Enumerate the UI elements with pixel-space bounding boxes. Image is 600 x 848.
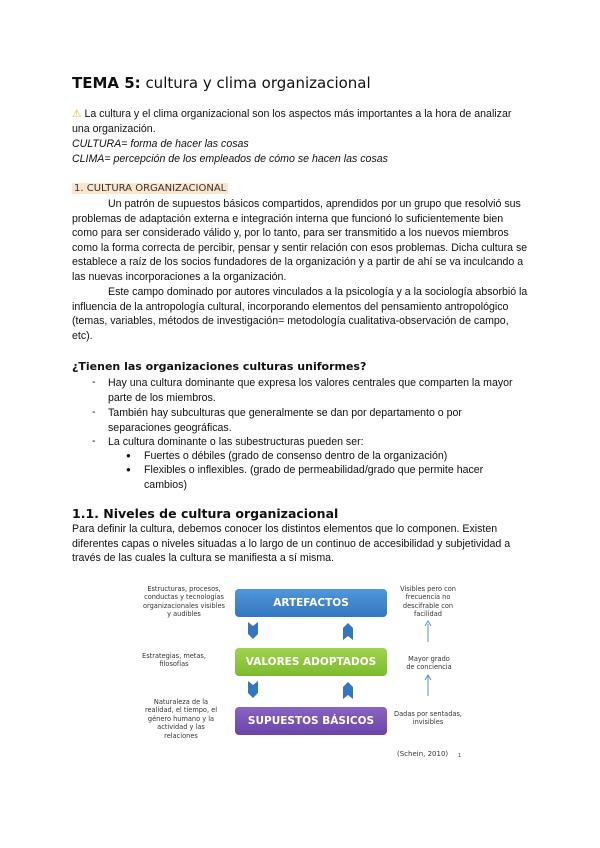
- section-paragraph: Para definir la cultura, debemos conocer los distintos elementos que lo componen. Existen diferentes capas o niveles situadas a lo largo de un continuo de accesibilidad y subjetividad a través de las cuales la cultura se manifiesta a sí misma.: [72, 523, 511, 565]
- bullet-icon: ●: [126, 465, 131, 474]
- clima-definition: CLIMA= percepción de los empleados de cómo se hacen las cosas: [72, 153, 388, 165]
- section-paragraph: Este campo dominado por autores vinculados a la psicología y a la sociología absorbió la influencia de la antropología cultural, incorporando elementos del pensamiento antropológico (temas, variables, métodos de investigación= metodología cualitativa-observación de campo, etc).: [72, 286, 528, 342]
- list-marker: -: [92, 435, 96, 447]
- down-arrow-icon: [247, 681, 259, 699]
- list-marker: -: [92, 376, 96, 388]
- list-item: Flexibles o inflexibles. (grado de permeabilidad/grado que permite hacer cambios): [144, 464, 484, 491]
- section-heading: 1. CULTURA ORGANIZACIONAL: [74, 183, 227, 194]
- diagram-right-label: Visibles pero con frecuencia no descifrable con facilidad: [400, 585, 456, 619]
- subsection-heading: 1.1. Niveles de cultura organizacional: [72, 506, 339, 521]
- cultura-definition: CULTURA= forma de hacer las cosas: [72, 138, 249, 150]
- list-marker: -: [92, 406, 96, 418]
- diagram-right-label: Mayor grado de conciencia: [406, 655, 452, 672]
- up-arrow-icon: [342, 622, 354, 640]
- intro-paragraph: ⚠ La cultura y el clima organizacional son los aspectos más importantes a la hora de analizar una organización.: [72, 108, 512, 135]
- list-item: También hay subculturas que generalmente se dan por departamento o por separaciones geográficas.: [108, 407, 462, 434]
- diagram-box-valores: VALORES ADOPTADOS: [235, 648, 387, 676]
- diagram-right-label: Dadas por sentadas, invisibles: [394, 710, 462, 727]
- up-arrow-icon: [342, 681, 354, 699]
- warning-icon: ⚠: [72, 108, 82, 120]
- diagram-box-artefactos: ARTEFACTOS: [235, 589, 387, 617]
- subsection-heading: ¿Tienen las organizaciones culturas uniformes?: [72, 360, 367, 373]
- list-item: Fuertes o débiles (grado de consenso dentro de la organización): [144, 450, 448, 462]
- diagram-left-label: Naturaleza de la realidad, el tiempo, el género humano y la actividad y las relaciones: [144, 698, 218, 740]
- page-mark: 1: [458, 753, 462, 759]
- list-item: Hay una cultura dominante que expresa los valores centrales que comparten la mayor parte de los miembros.: [108, 377, 513, 404]
- page-title: TEMA 5: cultura y clima organizacional: [72, 74, 371, 92]
- diagram-left-label: Estructuras, procesos, conductas y tecnologías organizacionales visibles y audibles: [142, 585, 225, 619]
- bullet-icon: ●: [126, 451, 131, 460]
- list-item: La cultura dominante o las subestructuras pueden ser:: [108, 436, 364, 448]
- diagram-box-supuestos: SUPUESTOS BÁSICOS: [235, 707, 387, 735]
- diagram-source: (Schein, 2010): [397, 750, 449, 758]
- diagram-left-label: Estrategias, metas, filosofías: [142, 652, 206, 669]
- down-arrow-icon: [247, 622, 259, 640]
- section-paragraph: Un patrón de supuestos básicos compartidos, aprendidos por un grupo que resolvió sus problemas de adaptación externa e integración interna que funcionó lo suficientemente bien como para ser considerado válido y, por lo tanto, para ser transmitido a los nuevos miembros como la forma correcta de percibir, pensar y sentir relación con esos problemas. Dicha cultura se establece a raíz de los socios fundadores de la organización y a partir de ahí se va inculcando a las nuevas incorporaciones a la organización.: [72, 198, 528, 283]
